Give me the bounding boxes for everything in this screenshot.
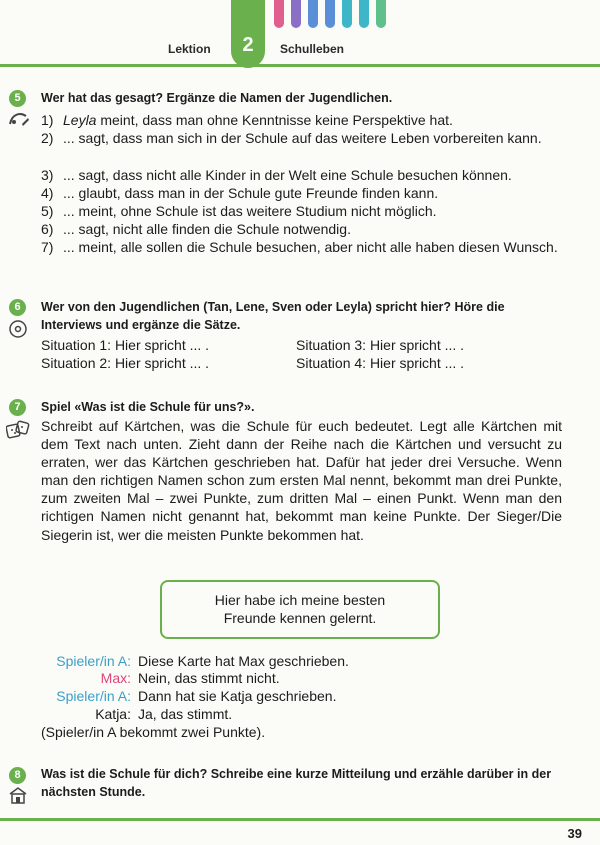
task-number-8: 8 [9, 767, 26, 784]
lesson-label: Lektion [168, 42, 211, 56]
stripe-blue [308, 0, 318, 28]
task-number-6: 6 [9, 299, 26, 316]
cd-icon [9, 320, 27, 343]
school-icon [8, 786, 28, 809]
page-number: 39 [567, 826, 582, 841]
dialogue-line: Ja, das stimmt. [138, 706, 233, 722]
stripe-blue-2 [325, 0, 335, 28]
situation-3: Situation 3: Hier spricht ... . [296, 337, 465, 353]
write-icon [8, 110, 30, 133]
task7-note: (Spieler/in A bekommt zwei Punkte). [41, 724, 266, 740]
dialogue-speaker: Spieler/in A: [56, 688, 131, 704]
topic-title: Schulleben [280, 42, 345, 56]
dialogue-line: Diese Karte hat Max geschrieben. [138, 653, 349, 669]
stripe-teal [342, 0, 352, 28]
task6-title: Wer von den Jugendlichen (Tan, Lene, Sven oder Leyla) spricht hier? Höre die Interviews und ergänze die Sätze. [41, 300, 505, 332]
stripe-teal-2 [359, 0, 369, 28]
stripe-green [376, 0, 386, 28]
task-number-7: 7 [9, 399, 26, 416]
footer-rule [0, 818, 600, 821]
task7-title: Spiel «Was ist die Schule für uns?». [41, 400, 255, 414]
task5-title: Wer hat das gesagt? Ergänze die Namen der Jugendlichen. [41, 91, 393, 105]
dialogue-speaker: Spieler/in A: [56, 653, 131, 669]
stripe-purple [291, 0, 301, 28]
example-card-text: Hier habe ich meine besten Freunde kennen gelernt. [214, 592, 386, 626]
lesson-number: 2 [242, 34, 254, 56]
task8-title: Was ist die Schule für dich? Schreibe eine kurze Mitteilung und erzähle darüber in der nächsten Stunde. [41, 767, 552, 799]
header-rule [0, 64, 600, 67]
task-number-5: 5 [9, 90, 26, 107]
dialogue-speaker: Max: [100, 670, 131, 686]
dice-icon [6, 420, 30, 445]
situation-4: Situation 4: Hier spricht ... . [296, 355, 465, 371]
dialogue-line: Dann hat sie Katja geschrieben. [138, 688, 337, 704]
stripe-pink [274, 0, 284, 28]
dialogue-line: Nein, das stimmt nicht. [138, 670, 280, 686]
situation-1: Situation 1: Hier spricht ... . [41, 337, 210, 353]
situation-2: Situation 2: Hier spricht ... . [41, 355, 210, 371]
task7-instructions: Schreibt auf Kärtchen, was die Schule für euch bedeutet. Legt alle Kärtchen mit dem Text nach unten. Zieht dann der Reihe nach die Kärtchen und versucht zu erraten, wer das Kärtchen geschrieben hat. Dafür hat jeder drei Versuche. Wenn man den richtigen Namen schon zum ersten Mal nennt, bekommt man drei Punkte, zum zweiten Mal – zwei Punkte, zum dritten Mal – einen Punkt. Wenn man den richtigen Namen nicht genannt hat, bekommt man keine Punkte. Der Sieger/Die Siegerin ist, wer die meisten Punkte bekommen hat. [41, 418, 562, 543]
dialogue-speaker: Katja: [95, 706, 131, 722]
